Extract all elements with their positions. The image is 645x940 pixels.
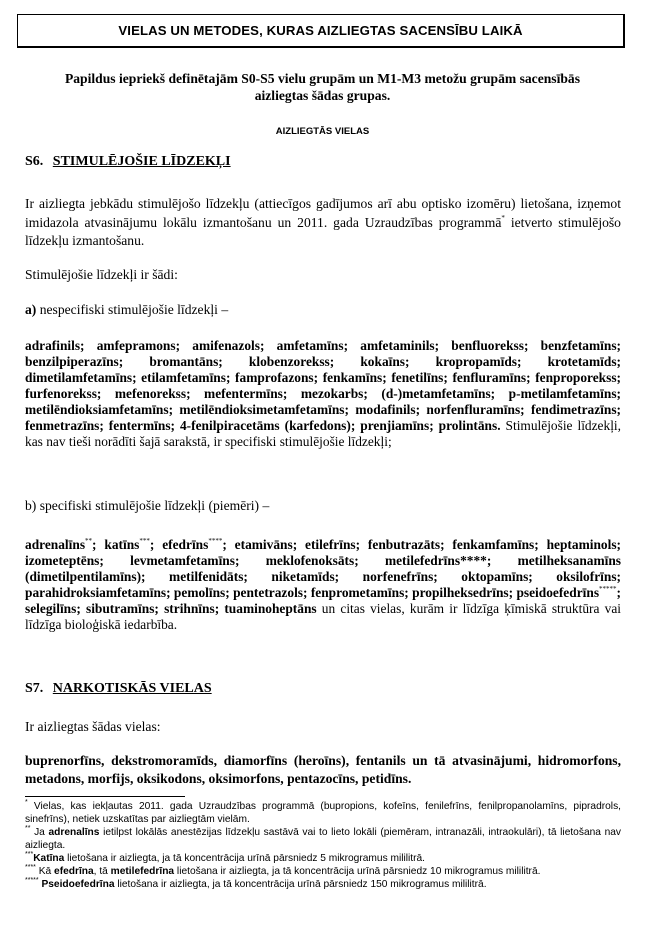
footnote-1-mark: * bbox=[25, 798, 28, 806]
footnotes bbox=[25, 800, 621, 891]
footnote-ref-3: *** bbox=[139, 536, 150, 545]
footnote-1-text: Vielas, kas iekļautas 2011. gada Uzraudzības programmā (bupropions, kofeīns, fenilefrīns, fenilpropanolamīns, pipradrols, sinefrīns), netiek uzskatītas par aizliegtām vielām. bbox=[25, 801, 621, 825]
footnote-5-mark: ***** bbox=[25, 876, 39, 884]
footnote-2 bbox=[25, 826, 621, 852]
footnote-5-bold: Pseidoefedrīna bbox=[41, 879, 115, 890]
s6-a-label: a) bbox=[25, 302, 37, 317]
s6-a-substance-list: adrafinils; amfepramons; amifenazols; amfetamīns; amfetaminils; benfluorekss; benzfetamīns; benzilpiperazīns; bromantāns; klobenzorekss; kokaīns; kropropamīds; krotetamīds; dimetilamfetamīns; etilamfetamīns; famprofazons; fenkamīns; fenetilīns; fenfluramīns; fenproporekss; furfenorekss; mefenorekss; mefentermīns; mezokarbs; (d-)metamfetamīns; p-metilamfetamīns; metilēndioksiamfetamīns; metilēndioksimetamfetamīns; modafinils; norfenfluramīns; fendimetrazīns; fenmetrazīns; fentermīns; 4-fenilpiracetāms (karfedons); prenjiamīns; prolintāns. bbox=[25, 338, 621, 433]
footnote-4-pre: Kā bbox=[35, 866, 55, 877]
footnote-divider bbox=[25, 796, 185, 797]
footnote-1 bbox=[25, 800, 621, 826]
footnote-3-bold: Katīna bbox=[33, 853, 65, 864]
footnote-4-mid: , tā bbox=[93, 866, 111, 877]
document-title: VIELAS UN METODES, KURAS AIZLIEGTAS SACENSĪBU LAIKĀ bbox=[118, 23, 523, 38]
s6-a-note: Stimulējošie līdzekļi, kas nav tieši norādīti šajā sarakstā, ir specifiski stimulējošie līdzekļi; bbox=[25, 418, 621, 449]
section-s7-title bbox=[25, 681, 212, 697]
section-s6-number: S6. bbox=[25, 154, 44, 169]
intro-paragraph: Papildus iepriekš definētajām S0-S5 vielu grupām un M1-M3 metožu grupām sacensībās aizliegtas šādas grupas. bbox=[64, 71, 581, 103]
s6-b-list-end: selegilīns; sibutramīns; strihnīns; tuaminoheptāns bbox=[25, 601, 317, 616]
footnote-ref-5: ***** bbox=[599, 584, 617, 593]
s6-b-list-block: adrenalīns**; katīns***; efedrīns****; etamivāns; etilefrīns; fenbutrazāts; fenkamfamīns; heptaminols; izometeptēns; levmetamfetamīns; meklofenoksāts; metilefedrīns****; metilheksanamīns (dimetilpentilamīns); metilfenidāts; niketamīds; norfenefrīns; oktopamīns; oksilofrīns; parahidroksiamfetamīns; pemolīns; pentetrazols; fenprometamīns; propilheksedrīns; pseidoefedrīns*****; selegilīns; sibutramīns; strihnīns; tuaminoheptāns un citas vielas, kurām ir līdzīga ķīmiskā struktūra vai līdzīga bioloģiskā iedarbība. bbox=[25, 536, 621, 632]
footnote-4-text: lietošana ir aizliegta, ja tā koncentrācija urīnā pārsniedz 10 mikrogramus mililitrā. bbox=[174, 866, 541, 877]
s7-paragraph-1: Ir aizliegtas šādas vielas: bbox=[25, 719, 161, 734]
s7-substance-list: buprenorfīns, dekstromoramīds, diamorfīns (heroīns), fentanils un tā atvasinājumi, hidromorfons, metadons, morfijs, oksikodons, oksimorfons, pentazocīns, petidīns. bbox=[25, 753, 621, 786]
footnote-3-text: lietošana ir aizliegta, ja tā koncentrācija urīnā pārsniedz 5 mikrogramus mililitrā. bbox=[64, 853, 426, 864]
footnote-2-text: ietilpst lokālās anestēzijas līdzekļu sastāvā vai to lieto lokāli (piemēram, intranazāli, intraokulāri), tā lietošana nav aizliegta. bbox=[25, 827, 621, 851]
footnote-2-pre: Ja bbox=[30, 827, 49, 838]
footnote-ref-4: **** bbox=[208, 536, 223, 545]
footnote-5 bbox=[25, 878, 621, 891]
s6-b-list-mid: etamivāns; etilefrīns; fenbutrazāts; fenkamfamīns; heptaminols; izometeptēns; levmetamfetamīns; meklofenoksāts; metilefedrīns****; metilheksanamīns (dimetilpentilamīns); metilfenidāts; niketamīds; norfenefrīns; oktopamīns; oksilofrīns; parahidroksiamfetamīns; pemolīns; pentetrazols; fenprometamīns; propilheksedrīns; pseidoefedrīns bbox=[25, 537, 621, 600]
s6-a-list-block bbox=[25, 338, 621, 450]
s6-b-katins: katīns bbox=[104, 537, 140, 552]
document-title-box bbox=[17, 14, 625, 48]
footnote-ref-1: * bbox=[501, 213, 505, 222]
section-s7-number: S7. bbox=[25, 681, 44, 696]
footnote-4-bold: efedrīna bbox=[54, 866, 94, 877]
section-s6-heading: STIMULĒJOŠIE LĪDZEKĻI bbox=[52, 154, 231, 169]
section-s7-heading: NARKOTISKĀS VIELAS bbox=[52, 681, 212, 696]
s6-b-tail: un citas vielas, kurām ir līdzīga ķīmiskā struktūra vai līdzīga bioloģiskā iedarbība. bbox=[25, 601, 621, 632]
s6-a-text: nespecifiski stimulējošie līdzekļi – bbox=[36, 302, 229, 317]
footnote-5-text: lietošana ir aizliegta, ja tā koncentrācija urīnā pārsniedz 150 mikrogramus mililitrā. bbox=[114, 879, 487, 890]
s6-b-efedrins: efedrīns bbox=[162, 537, 209, 552]
footnote-3-mark: *** bbox=[25, 850, 34, 858]
footnote-4 bbox=[25, 865, 621, 878]
footnote-2-bold: adrenalīns bbox=[48, 827, 100, 838]
footnote-3 bbox=[25, 852, 621, 865]
section-s6-title bbox=[25, 154, 231, 170]
s6-a-intro bbox=[25, 301, 621, 320]
s6-paragraph-1-text-a: Ir aizliegta jebkādu stimulējošo līdzekļu (attiecīgos gadījumos arī abu optisko izomēru) lietošana, izņemot imidazola atvasinājumu lokālu izmantošanu un 2011. gada Uzraudzības programmā bbox=[25, 196, 621, 230]
s6-b-intro: b) specifiski stimulējošie līdzekļi (piemēri) – bbox=[25, 498, 270, 513]
footnote-4-mark: **** bbox=[25, 863, 36, 871]
s6-paragraph-1 bbox=[25, 195, 621, 251]
s6-b-adrenalins: adrenalīns bbox=[25, 537, 86, 552]
s6-paragraph-2: Stimulējošie līdzekļi ir šādi: bbox=[25, 267, 178, 282]
s6-paragraph-1-text-b: ietverto stimulējošo līdzekļu izmantošanu. bbox=[25, 214, 621, 248]
subheading: AIZLIEGTĀS VIELAS bbox=[275, 126, 370, 137]
footnote-2-mark: ** bbox=[25, 824, 31, 832]
footnote-ref-2: ** bbox=[85, 536, 93, 545]
footnote-4-bold2: metilefedrīna bbox=[110, 866, 175, 877]
